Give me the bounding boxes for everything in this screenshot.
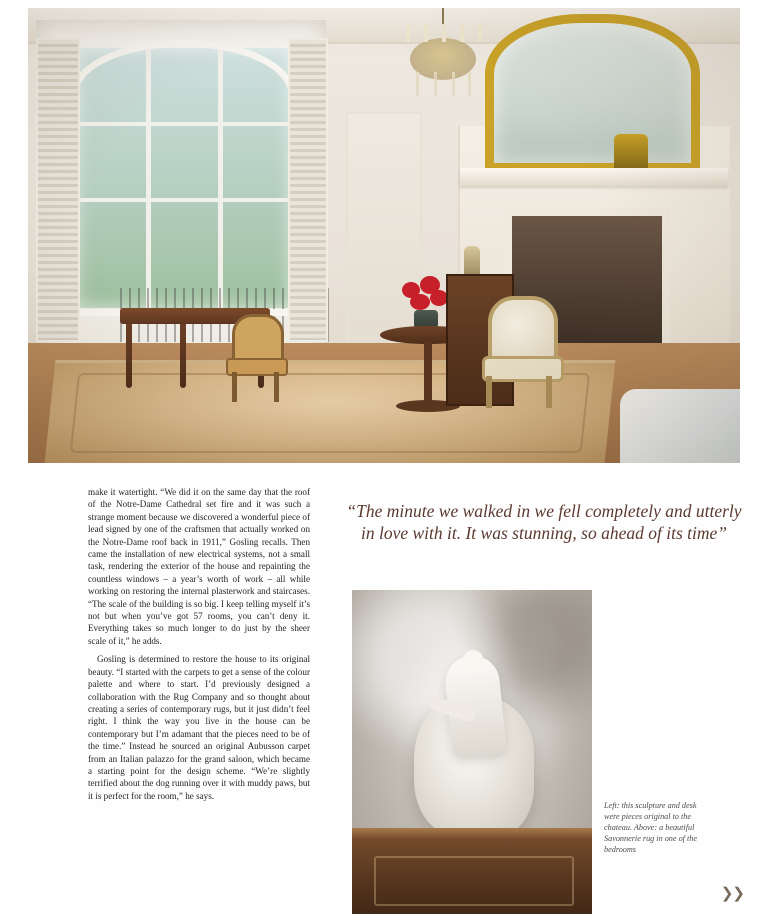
- marble-sculpture: [404, 656, 544, 836]
- bed-corner: [620, 389, 740, 463]
- chandelier-body: [410, 38, 476, 80]
- flower-bloom: [410, 294, 430, 310]
- desk-inlay-detail: [374, 856, 574, 906]
- chandelier-crystal-drop: [416, 72, 419, 96]
- chandelier-crystal-drop: [434, 72, 437, 96]
- table-column: [424, 342, 432, 402]
- desk-leg: [180, 324, 186, 388]
- upholstered-armchair: [480, 296, 562, 408]
- window-shutter-right: [288, 38, 328, 342]
- chandelier-candle: [460, 24, 464, 42]
- gilt-side-chair: [224, 314, 286, 402]
- mantel-clock: [614, 134, 648, 172]
- hero-photo-chateau-salon: [28, 8, 740, 463]
- desk-leg: [126, 324, 132, 388]
- body-paragraph-1: make it watertight. “We did it on the same day that the roof of the Notre-Dame Cathedral set fire and it was such a strange moment because we discovered a wonderful piece of lead signed by one of the craftsmen that actually worked on the Notre-Dame roof back in 1911,” Gosling recalls. Then came the installation of new electrical systems, not a small task, rendering the exterior of the house and repainting the countless windows – a year’s worth of work – all while working on restoring the internal plasterwork and staircases. “The scale of the building is so big. I keep telling myself it’s not but when you’ve got 57 rooms, you can’t deny it. Everything takes so much longer to do just by the sheer scale of it,” he adds.: [88, 487, 310, 646]
- window-shutter-left: [36, 38, 80, 342]
- sculpture-head: [462, 650, 484, 674]
- chair-leg: [274, 372, 279, 402]
- body-paragraph-2: Gosling is determined to restore the house to its original beauty. “I started with the carpets to get a sense of the colour palette and where to start. I’d previously designed a collaboration with the Rug Company and so thought about creating a series of contemporary rugs, but it just didn’t feel right. I think the way you live in the house can be contemporary but I’m adamant that the pieces need to be of the time.” Instead he sourced an original Aubusson carpet from an Italian palazzo for the grand saloon, which became a starting point for the design scheme. “We’re slightly terrified about the dog running over it with muddy paws, but it is perfect for the room,” he says.: [88, 654, 310, 801]
- chandelier-candle: [406, 24, 410, 42]
- chandelier-candle: [442, 24, 446, 42]
- chandelier-candle: [424, 24, 428, 42]
- next-page-arrows[interactable]: ❯❯: [720, 885, 744, 902]
- chair-back: [232, 314, 284, 364]
- photo-caption: Left: this sculpture and desk were pieces original to the chateau. Above: a beautiful Savonnerie rug in one of the bedrooms: [604, 801, 698, 854]
- armchair-leg: [486, 376, 492, 408]
- sculpture-photo: [352, 590, 592, 914]
- chair-leg: [232, 372, 237, 402]
- mantel-statuette: [464, 246, 480, 276]
- chandelier-candle: [478, 24, 482, 42]
- chandelier-crystal-drop: [452, 72, 455, 96]
- window-frame: [70, 40, 296, 316]
- fireplace-mantel: [460, 168, 728, 186]
- pull-quote: “The minute we walked in we fell completely and utterly in love with it. It was stunning, so ahead of its time”: [346, 501, 742, 543]
- crystal-chandelier: [400, 8, 486, 128]
- body-text-column: [88, 486, 310, 802]
- antique-desk-surface: [352, 828, 592, 914]
- chandelier-crystal-drop: [468, 72, 471, 96]
- gilt-overmantel-mirror: [485, 14, 700, 172]
- armchair-leg: [546, 376, 552, 408]
- hero-photo-illustration: [28, 8, 740, 463]
